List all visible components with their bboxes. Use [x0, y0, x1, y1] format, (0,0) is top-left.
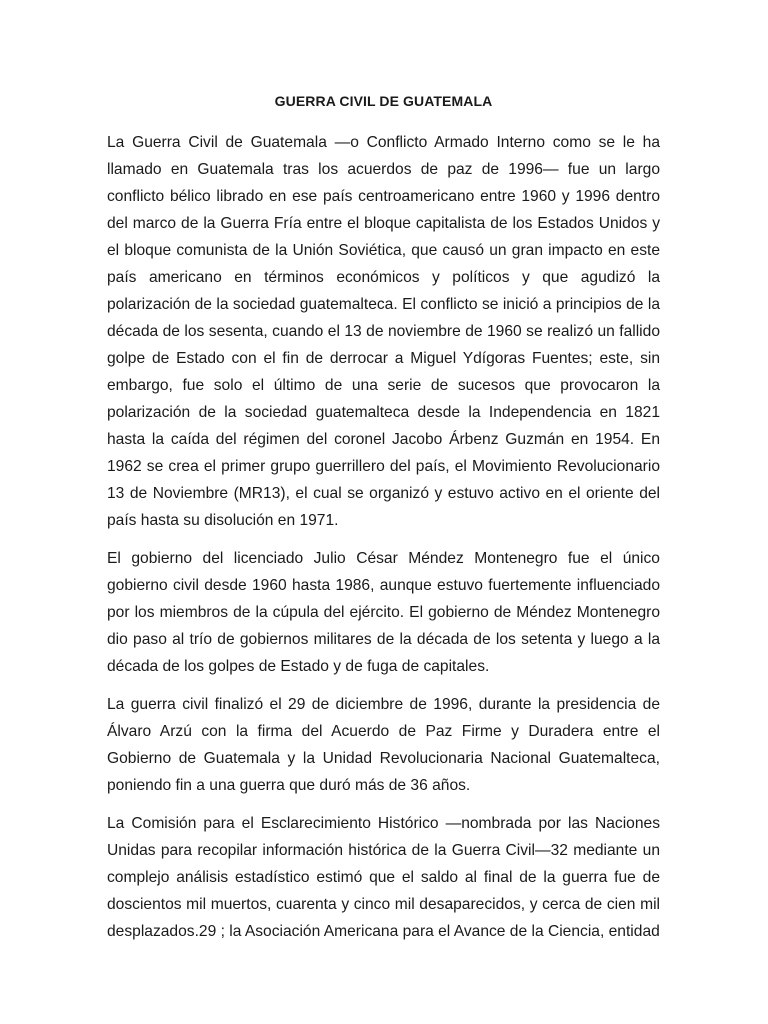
paragraph-4: La Comisión para el Esclarecimiento Histórico —nombrada por las Naciones Unidas para recopilar información histórica de la Guerra Civil—32 mediante un complejo análisis estadístico estimó que el saldo al final de la guerra fue de doscientos mil muertos, cuarenta y cinco mil desaparecidos, y cerca de cien mil desplazados.29 ; la Asociación Americana para el Avance de la Ciencia, entidad — [107, 815, 660, 940]
document-title: GUERRA CIVIL DE GUATEMALA — [274, 93, 493, 109]
paragraph-3: La guerra civil finalizó el 29 de diciembre de 1996, durante la presidencia de Álvaro Arzú con la firma del Acuerdo de Paz Firme y Duradera entre el Gobierno de Guatemala y la Unidad Revolucionaria Nacional Guatemalteca, poniendo fin a una guerra que duró más de 36 años. — [107, 696, 660, 794]
paragraph-1: La Guerra Civil de Guatemala —o Conflicto Armado Interno como se le ha llamado en Guatemala tras los acuerdos de paz de 1996— fue un largo conflicto bélico librado en ese país centroamericano entre 1960 y 1996 dentro del marco de la Guerra Fría entre el bloque capitalista de los Estados Unidos y el bloque comunista de la Unión Soviética, que causó un gran impacto en este país americano en términos económicos y políticos y que agudizó la polarización de la sociedad guatemalteca. El conflicto se inició a principios de la década de los sesenta, cuando el 13 de noviembre de 1960 se realizó un fallido golpe de Estado con el fin de derrocar a Miguel Ydígoras Fuentes; este, sin embargo, fue solo el último de una serie de sucesos que provocaron la polarización de la sociedad guatemalteca desde la Independencia en 1821 hasta la caída del régimen del coronel Jacobo Árbenz Guzmán en 1954. En 1962 se crea el primer grupo guerrillero del país, el Movimiento Revolucionario 13 de Noviembre (MR13), el cual se organizó y estuvo activo en el oriente del país hasta su disolución en 1971. — [107, 134, 660, 529]
paragraph-2: El gobierno del licenciado Julio César Méndez Montenegro fue el único gobierno civil desde 1960 hasta 1986, aunque estuvo fuertemente influenciado por los miembros de la cúpula del ejército. El gobierno de Méndez Montenegro dio paso al trío de gobiernos militares de la década de los setenta y luego a la década de los golpes de Estado y de fuga de capitales. — [107, 550, 660, 675]
